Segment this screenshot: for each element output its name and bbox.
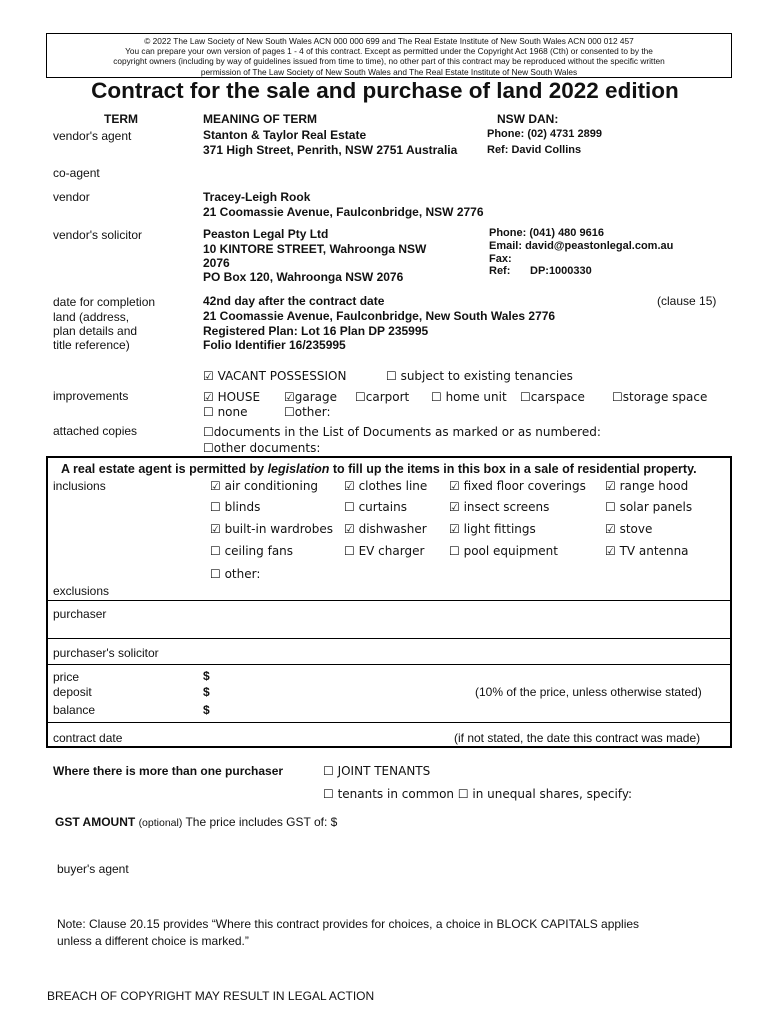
purchaser-label: purchaser bbox=[53, 607, 107, 621]
inclusion-pool-equipment[interactable]: ☐ pool equipment bbox=[449, 544, 558, 558]
solicitor-po-box[interactable]: PO Box 120, Wahroonga NSW 2076 bbox=[203, 270, 404, 284]
solicitor-postcode[interactable]: 2076 bbox=[203, 256, 230, 270]
copyright-line: copyright owners (including by way of guidelines issued from time to time), no other part of this contract may be reproduced without the specific written bbox=[113, 56, 665, 67]
note-line-2: unless a different choice is marked.” bbox=[57, 934, 249, 948]
gst-text: The price includes GST of: $ bbox=[185, 815, 338, 829]
divider bbox=[48, 664, 730, 665]
vendors-agent-address[interactable]: 371 High Street, Penrith, NSW 2751 Australia bbox=[203, 143, 458, 157]
carport-checkbox[interactable]: ☐carport bbox=[355, 390, 410, 404]
solicitor-fax[interactable]: Fax: bbox=[489, 253, 512, 265]
vendor-name[interactable]: Tracey-Leigh Rook bbox=[203, 190, 311, 204]
joint-tenants-checkbox[interactable]: ☐ JOINT TENANTS bbox=[323, 764, 431, 778]
inclusions-label: inclusions bbox=[53, 479, 106, 493]
purchasers-solicitor-label: purchaser's solicitor bbox=[53, 646, 159, 660]
price-currency: $ bbox=[203, 669, 210, 683]
solicitor-phone[interactable]: Phone: (041) 480 9616 bbox=[489, 227, 604, 239]
solicitor-street[interactable]: 10 KINTORE STREET, Wahroonga NSW bbox=[203, 242, 427, 256]
house-checkbox[interactable]: ☑ HOUSE bbox=[203, 390, 261, 404]
land-label-2: plan details and bbox=[53, 324, 138, 338]
home-unit-checkbox[interactable]: ☐ home unit bbox=[431, 390, 507, 404]
completion-value[interactable]: 42nd day after the contract date bbox=[203, 294, 385, 308]
copyright-notice bbox=[46, 33, 732, 78]
inclusion-tv-antenna[interactable]: ☑ TV antenna bbox=[605, 544, 689, 558]
copyright-line: permission of The Law Society of New South Wales and The Real Estate Institute of New South Wales bbox=[200, 66, 578, 77]
buyers-agent-label: buyer's agent bbox=[57, 862, 129, 876]
vendors-agent-phone[interactable]: Phone: (02) 4731 2899 bbox=[487, 128, 602, 140]
inclusion-curtains[interactable]: ☐ curtains bbox=[344, 500, 407, 514]
deposit-label: deposit bbox=[53, 685, 92, 699]
documents-list-checkbox[interactable]: ☐documents in the List of Documents as marked or as numbered: bbox=[203, 425, 601, 439]
other-documents-checkbox[interactable]: ☐other documents: bbox=[203, 441, 321, 455]
exclusions-label: exclusions bbox=[53, 584, 110, 598]
price-label: price bbox=[53, 670, 80, 684]
inclusion-blinds[interactable]: ☐ blinds bbox=[210, 500, 261, 514]
solicitor-email[interactable]: Email: david@peastonlegal.com.au bbox=[489, 240, 674, 252]
garage-checkbox[interactable]: ☑garage bbox=[284, 390, 338, 404]
box-heading: A real estate agent is permitted by legislation to fill up the items in this box in a sale of residential property. bbox=[61, 462, 697, 476]
divider bbox=[48, 638, 730, 639]
gst-label: GST AMOUNT bbox=[55, 815, 136, 829]
land-label-3: title reference) bbox=[53, 338, 130, 352]
inclusion-dishwasher[interactable]: ☑ dishwasher bbox=[344, 522, 427, 536]
dan-header: NSW DAN: bbox=[497, 112, 559, 126]
inclusion-other[interactable]: ☐ other: bbox=[210, 567, 261, 581]
vacant-possession-checkbox[interactable]: ☑ VACANT POSSESSION bbox=[203, 369, 347, 383]
inclusion-light-fittings[interactable]: ☑ light fittings bbox=[449, 522, 536, 536]
document-title: Contract for the sale and purchase of land 2022 edition bbox=[91, 78, 679, 103]
copyright-line: You can prepare your own version of pages 1 - 4 of this contract. Except as permitted under the Copyright Act 1968 (Cth) or consented to by the bbox=[125, 46, 653, 57]
term-header: TERM bbox=[104, 112, 138, 126]
vendors-agent-ref[interactable]: Ref: David Collins bbox=[487, 144, 582, 156]
carspace-checkbox[interactable]: ☐carspace bbox=[520, 390, 585, 404]
divider bbox=[48, 722, 730, 723]
improvements-label: improvements bbox=[53, 389, 129, 403]
land-plan[interactable]: Registered Plan: Lot 16 Plan DP 235995 bbox=[203, 324, 429, 338]
vendor-label: vendor bbox=[53, 190, 90, 204]
solicitor-ref-label: Ref: bbox=[489, 265, 511, 277]
completion-label: date for completion bbox=[53, 295, 156, 309]
existing-tenancies-checkbox[interactable]: ☐ subject to existing tenancies bbox=[386, 369, 573, 383]
inclusion-fixed-floor-coverings[interactable]: ☑ fixed floor coverings bbox=[449, 479, 586, 493]
vendors-solicitor-label: vendor's solicitor bbox=[53, 228, 142, 242]
land-address[interactable]: 21 Coomassie Avenue, Faulconbridge, New South Wales 2776 bbox=[203, 309, 556, 323]
inclusion-solar-panels[interactable]: ☐ solar panels bbox=[605, 500, 693, 514]
copyright-line: © 2022 The Law Society of New South Wales ACN 000 000 699 and The Real Estate Institute of New South Wales ACN 000 012 457 bbox=[144, 36, 634, 46]
none-checkbox[interactable]: ☐ none bbox=[203, 405, 248, 419]
land-label-1: land (address, bbox=[53, 310, 130, 324]
inclusion-clothes-line[interactable]: ☑ clothes line bbox=[344, 479, 428, 493]
other-improvement-checkbox[interactable]: ☐other: bbox=[284, 405, 331, 419]
land-folio[interactable]: Folio Identifier 16/235995 bbox=[203, 338, 346, 352]
vendors-agent-label: vendor's agent bbox=[53, 129, 132, 143]
storage-space-checkbox[interactable]: ☐storage space bbox=[612, 390, 708, 404]
gst-row bbox=[55, 815, 337, 829]
contract-date-note: (if not stated, the date this contract was made) bbox=[454, 731, 701, 745]
completion-clause: (clause 15) bbox=[657, 294, 717, 308]
balance-currency: $ bbox=[203, 703, 210, 717]
inclusion-ev-charger[interactable]: ☐ EV charger bbox=[344, 544, 425, 558]
deposit-currency: $ bbox=[203, 685, 210, 699]
tenants-in-common-checkbox[interactable]: ☐ tenants in common ☐ in unequal shares, specify: bbox=[323, 787, 633, 801]
inclusion-ceiling-fans[interactable]: ☐ ceiling fans bbox=[210, 544, 294, 558]
attached-copies-label: attached copies bbox=[53, 424, 138, 438]
deposit-note: (10% of the price, unless otherwise stated) bbox=[475, 685, 702, 699]
inclusion-air-conditioning[interactable]: ☑ air conditioning bbox=[210, 479, 319, 493]
vendor-address[interactable]: 21 Coomassie Avenue, Faulconbridge, NSW 2776 bbox=[203, 205, 484, 219]
co-agent-label: co-agent bbox=[53, 166, 100, 180]
more-purchasers-label: Where there is more than one purchaser bbox=[53, 764, 284, 778]
divider bbox=[48, 600, 730, 601]
balance-label: balance bbox=[53, 703, 96, 717]
inclusion-stove[interactable]: ☑ stove bbox=[605, 522, 653, 536]
inclusion-built-in-wardrobes[interactable]: ☑ built-in wardrobes bbox=[210, 522, 334, 536]
contract-date-label: contract date bbox=[53, 731, 123, 745]
gst-optional: (optional) bbox=[138, 817, 183, 829]
solicitor-firm[interactable]: Peaston Legal Pty Ltd bbox=[203, 227, 329, 241]
footer-warning: BREACH OF COPYRIGHT MAY RESULT IN LEGAL ACTION bbox=[47, 989, 375, 1003]
solicitor-ref-value[interactable]: DP:1000330 bbox=[530, 265, 592, 277]
inclusion-range-hood[interactable]: ☑ range hood bbox=[605, 479, 689, 493]
meaning-header: MEANING OF TERM bbox=[203, 112, 317, 126]
vendors-agent-name[interactable]: Stanton & Taylor Real Estate bbox=[203, 128, 367, 142]
note-line-1: Note: Clause 20.15 provides “Where this contract provides for choices, a choice in BLOCK CAPITALS applies bbox=[57, 917, 640, 931]
inclusion-insect-screens[interactable]: ☑ insect screens bbox=[449, 500, 550, 514]
